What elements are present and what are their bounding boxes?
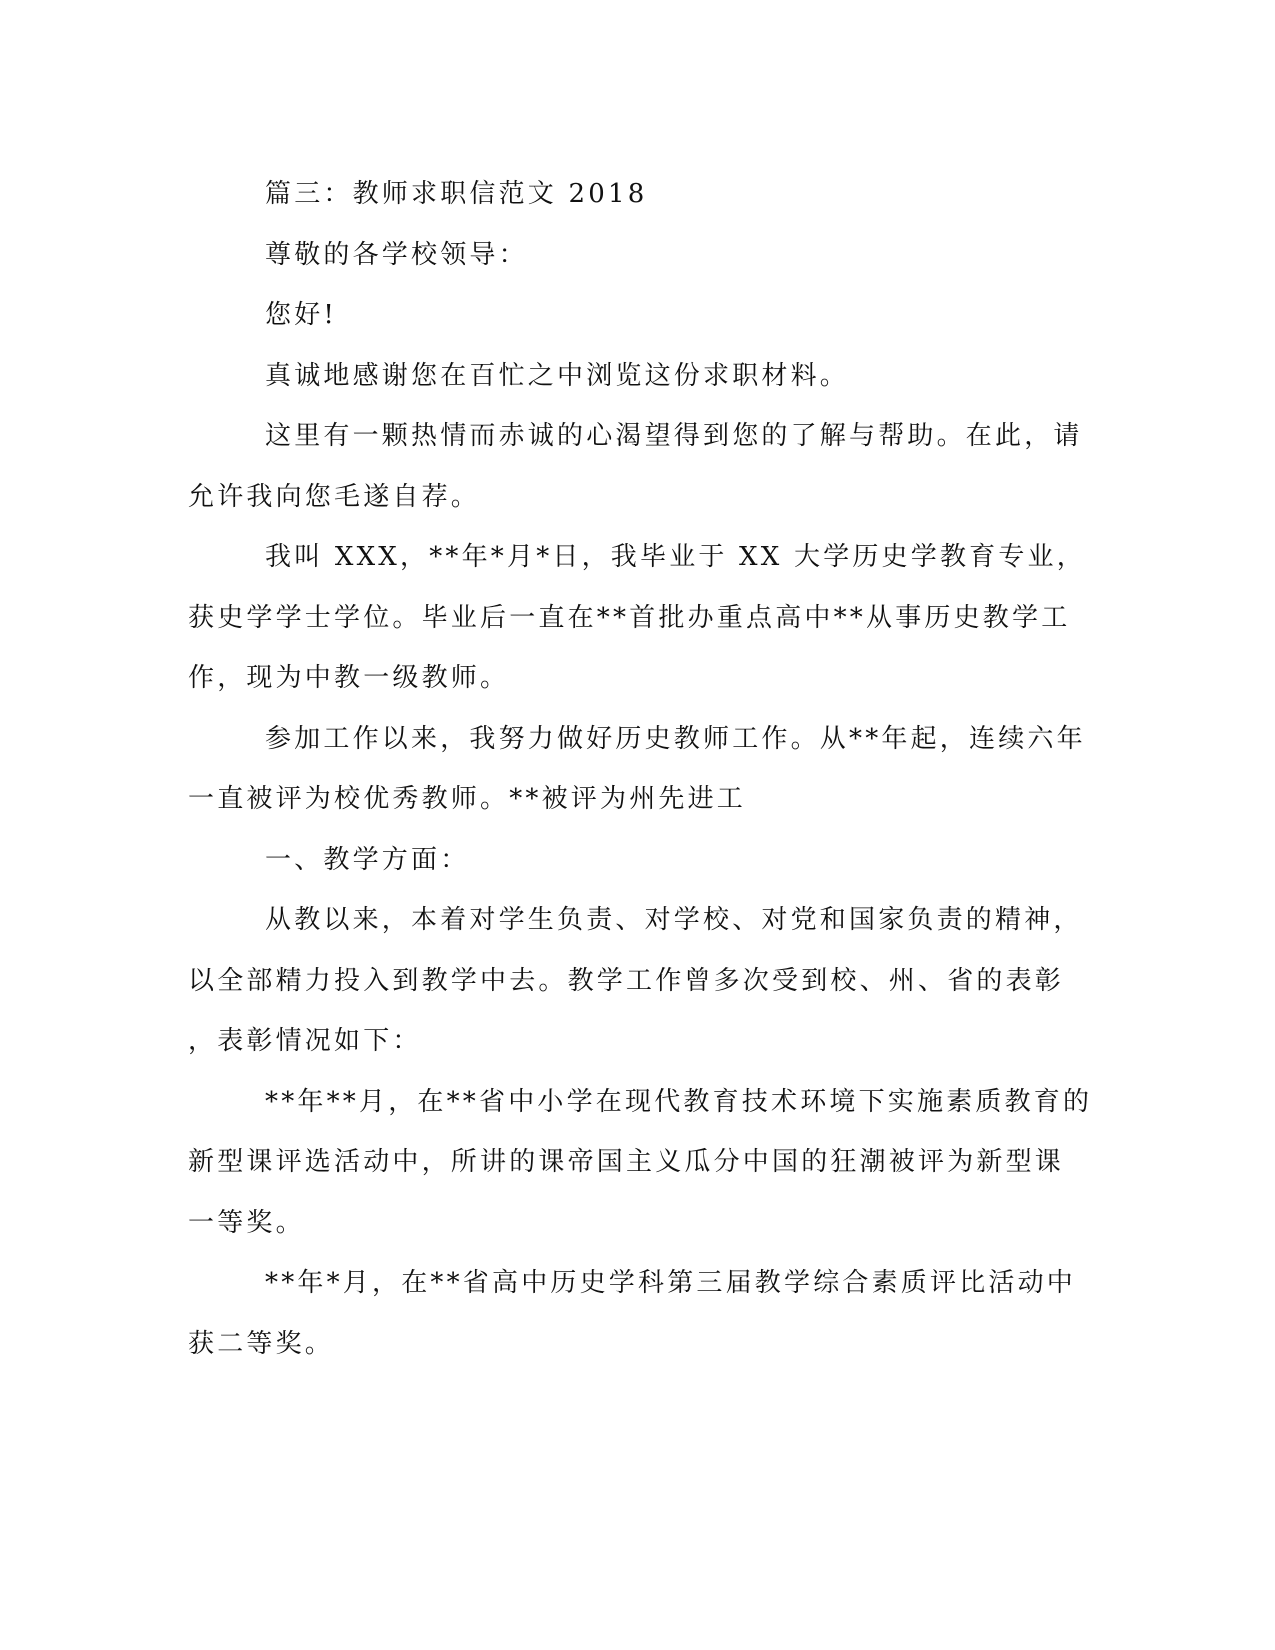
paragraph-line: 参加工作以来，我努力做好历史教师工作。从**年起，连续六年 bbox=[265, 723, 1086, 754]
document-title: 篇三：教师求职信范文 2018 bbox=[265, 179, 648, 209]
paragraph-line: 新型课评选活动中，所讲的课帝国主义瓜分中国的狂潮被评为新型课 bbox=[188, 1147, 1065, 1177]
paragraph-line: 作，现为中教一级教师。 bbox=[188, 663, 510, 693]
paragraph-line: **年*月，在**省高中历史学科第三届教学综合素质评比活动中 bbox=[265, 1268, 1077, 1298]
paragraph-line: 允许我向您毛遂自荐。 bbox=[188, 481, 481, 512]
paragraph-line: 从教以来，本着对学生负责、对学校、对党和国家负责的精神， bbox=[265, 905, 1083, 935]
paragraph-line: 我叫 XXX，**年*月*日，我毕业于 XX 大学历史学教育专业， bbox=[265, 542, 1086, 572]
greeting: 您好! bbox=[265, 300, 338, 330]
paragraph-line: 获史学学士学位。毕业后一直在**首批办重点高中**从事历史教学工 bbox=[188, 602, 1071, 633]
paragraph-line: **年**月，在**省中小学在现代教育技术环境下实施素质教育的 bbox=[265, 1086, 1093, 1117]
paragraph-line: ，表彰情况如下： bbox=[188, 1026, 422, 1056]
paragraph-line: 这里有一颗热情而赤诚的心渴望得到您的了解与帮助。在此，请 bbox=[265, 421, 1083, 451]
salutation: 尊敬的各学校领导： bbox=[265, 239, 528, 270]
paragraph-line: 一等奖。 bbox=[188, 1207, 305, 1238]
paragraph-line: 获二等奖。 bbox=[188, 1328, 335, 1359]
paragraph-line: 一直被评为校优秀教师。**被评为州先进工 bbox=[188, 784, 747, 814]
section-heading: 一、教学方面： bbox=[265, 844, 470, 875]
paragraph-line: 以全部精力投入到教学中去。教学工作曾多次受到校、州、省的表彰 bbox=[188, 965, 1065, 996]
document-body bbox=[188, 164, 1093, 1374]
paragraph-line: 真诚地感谢您在百忙之中浏览这份求职材料。 bbox=[265, 360, 850, 391]
